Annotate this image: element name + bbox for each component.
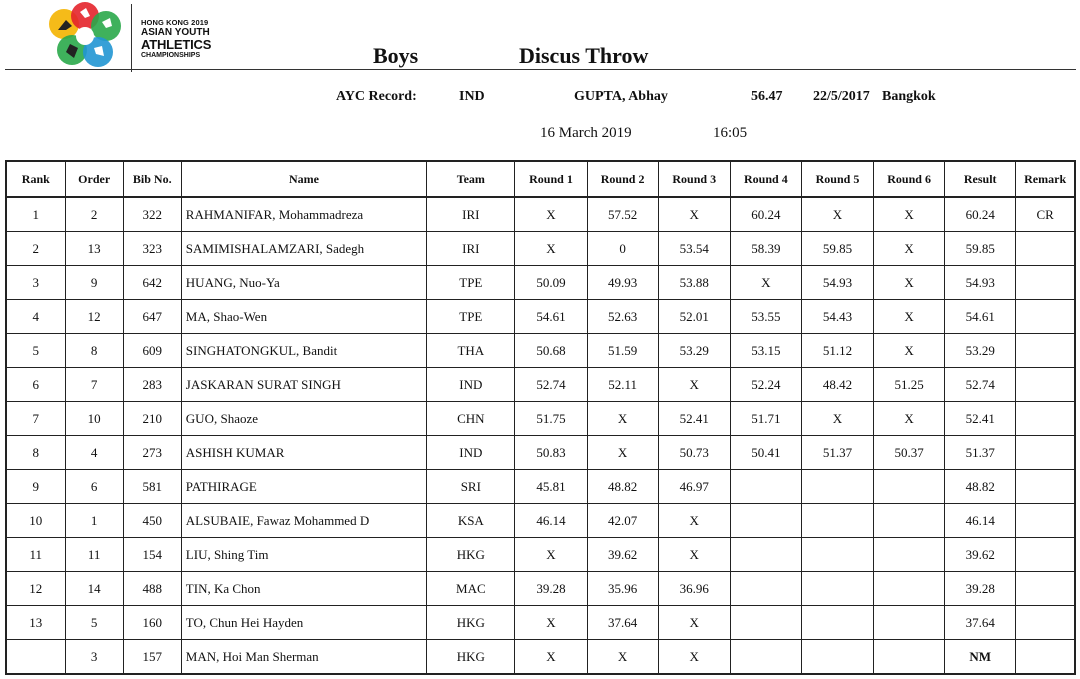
- cell-team: IND: [427, 436, 515, 470]
- cell-round-5: 59.85: [801, 232, 873, 266]
- cell-round-1: 54.61: [515, 300, 587, 334]
- cell-team: TPE: [427, 266, 515, 300]
- cell-name: TO, Chun Hei Hayden: [181, 606, 426, 640]
- cell-round-3: 52.01: [658, 300, 730, 334]
- cell-round-4: 58.39: [730, 232, 801, 266]
- table-row: [6, 436, 1075, 470]
- cell-bib: 322: [123, 197, 181, 232]
- table-row: [6, 606, 1075, 640]
- column-header-remark: Remark: [1016, 161, 1075, 197]
- column-header-team: Team: [427, 161, 515, 197]
- record-date: 22/5/2017: [813, 89, 870, 104]
- cell-order: 10: [65, 402, 123, 436]
- cell-round-4: [730, 606, 801, 640]
- cell-order: 6: [65, 470, 123, 504]
- cell-result: 37.64: [945, 606, 1016, 640]
- column-header-round-6: Round 6: [874, 161, 945, 197]
- cell-round-6: 51.25: [874, 368, 945, 402]
- cell-team: TPE: [427, 300, 515, 334]
- cell-round-2: 39.62: [587, 538, 658, 572]
- cell-round-4: [730, 538, 801, 572]
- cell-remark: [1016, 538, 1075, 572]
- cell-team: MAC: [427, 572, 515, 606]
- column-header-round-1: Round 1: [515, 161, 587, 197]
- cell-round-5: X: [801, 197, 873, 232]
- cell-round-2: 42.07: [587, 504, 658, 538]
- column-header-round-2: Round 2: [587, 161, 658, 197]
- cell-order: 1: [65, 504, 123, 538]
- table-row: [6, 504, 1075, 538]
- cell-round-5: [801, 606, 873, 640]
- cell-round-2: 51.59: [587, 334, 658, 368]
- cell-round-3: 52.41: [658, 402, 730, 436]
- cell-name: LIU, Shing Tim: [181, 538, 426, 572]
- cell-name: SINGHATONGKUL, Bandit: [181, 334, 426, 368]
- cell-round-3: X: [658, 640, 730, 675]
- cell-round-1: X: [515, 640, 587, 675]
- cell-rank: 10: [6, 504, 65, 538]
- cell-rank: 3: [6, 266, 65, 300]
- cell-bib: 154: [123, 538, 181, 572]
- cell-round-4: X: [730, 266, 801, 300]
- cell-round-6: X: [874, 266, 945, 300]
- cell-round-4: [730, 572, 801, 606]
- cell-name: ASHISH KUMAR: [181, 436, 426, 470]
- column-header-round-4: Round 4: [730, 161, 801, 197]
- championship-line-4: CHAMPIONSHIPS: [141, 51, 201, 59]
- cell-order: 8: [65, 334, 123, 368]
- session-date: 16 March 2019: [540, 125, 632, 141]
- cell-name: RAHMANIFAR, Mohammadreza: [181, 197, 426, 232]
- cell-rank: 8: [6, 436, 65, 470]
- cell-result: 39.28: [945, 572, 1016, 606]
- cell-round-6: X: [874, 300, 945, 334]
- record-place: Bangkok: [882, 89, 936, 104]
- cell-result: NM: [945, 640, 1016, 675]
- cell-round-6: [874, 640, 945, 675]
- cell-round-1: 51.75: [515, 402, 587, 436]
- cell-result: 54.93: [945, 266, 1016, 300]
- cell-round-4: 60.24: [730, 197, 801, 232]
- cell-result: 53.29: [945, 334, 1016, 368]
- cell-round-1: X: [515, 197, 587, 232]
- table-row: [6, 640, 1075, 675]
- cell-round-1: 45.81: [515, 470, 587, 504]
- table-row: [6, 197, 1075, 232]
- championship-line-2: ASIAN YOUTH: [141, 26, 210, 38]
- cell-bib: 323: [123, 232, 181, 266]
- cell-remark: [1016, 266, 1075, 300]
- cell-order: 3: [65, 640, 123, 675]
- record-mark: 56.47: [751, 89, 783, 104]
- column-header-bib: Bib No.: [123, 161, 181, 197]
- cell-team: HKG: [427, 606, 515, 640]
- cell-remark: [1016, 334, 1075, 368]
- cell-bib: 642: [123, 266, 181, 300]
- cell-round-1: 52.74: [515, 368, 587, 402]
- event-title: Discus Throw: [519, 43, 649, 68]
- cell-round-3: X: [658, 197, 730, 232]
- cell-round-2: 0: [587, 232, 658, 266]
- cell-round-2: 37.64: [587, 606, 658, 640]
- cell-remark: [1016, 232, 1075, 266]
- cell-round-6: [874, 572, 945, 606]
- cell-bib: 488: [123, 572, 181, 606]
- cell-round-3: 53.88: [658, 266, 730, 300]
- cell-team: IRI: [427, 232, 515, 266]
- cell-round-6: X: [874, 402, 945, 436]
- cell-order: 7: [65, 368, 123, 402]
- cell-round-5: 54.93: [801, 266, 873, 300]
- cell-round-2: 49.93: [587, 266, 658, 300]
- table-row: [6, 300, 1075, 334]
- header-divider: [5, 69, 1076, 70]
- cell-bib: 273: [123, 436, 181, 470]
- record-label: AYC Record:: [336, 89, 417, 104]
- cell-team: KSA: [427, 504, 515, 538]
- cell-order: 4: [65, 436, 123, 470]
- cell-rank: 7: [6, 402, 65, 436]
- table-row: [6, 470, 1075, 504]
- championship-name: [141, 19, 211, 59]
- cell-order: 11: [65, 538, 123, 572]
- cell-round-3: 50.73: [658, 436, 730, 470]
- cell-rank: 6: [6, 368, 65, 402]
- cell-round-2: 48.82: [587, 470, 658, 504]
- table-row: [6, 402, 1075, 436]
- cell-rank: 13: [6, 606, 65, 640]
- cell-order: 12: [65, 300, 123, 334]
- cell-remark: [1016, 402, 1075, 436]
- cell-round-6: X: [874, 197, 945, 232]
- cell-name: TIN, Ka Chon: [181, 572, 426, 606]
- cell-round-3: 36.96: [658, 572, 730, 606]
- cell-round-4: [730, 504, 801, 538]
- championship-line-1: HONG KONG 2019: [141, 18, 209, 27]
- cell-order: 2: [65, 197, 123, 232]
- cell-remark: [1016, 504, 1075, 538]
- cell-round-2: 52.11: [587, 368, 658, 402]
- cell-round-5: 48.42: [801, 368, 873, 402]
- cell-remark: [1016, 470, 1075, 504]
- cell-result: 52.74: [945, 368, 1016, 402]
- cell-round-6: 50.37: [874, 436, 945, 470]
- cell-team: CHN: [427, 402, 515, 436]
- cell-remark: [1016, 640, 1075, 675]
- cell-rank: 4: [6, 300, 65, 334]
- cell-name: GUO, Shaoze: [181, 402, 426, 436]
- cell-round-1: X: [515, 232, 587, 266]
- cell-rank: 1: [6, 197, 65, 232]
- cell-round-2: 35.96: [587, 572, 658, 606]
- cell-rank: 2: [6, 232, 65, 266]
- cell-round-1: 46.14: [515, 504, 587, 538]
- cell-name: JASKARAN SURAT SINGH: [181, 368, 426, 402]
- cell-round-5: 51.37: [801, 436, 873, 470]
- cell-result: 48.82: [945, 470, 1016, 504]
- results-table: [5, 160, 1076, 675]
- cell-rank: [6, 640, 65, 675]
- cell-name: ALSUBAIE, Fawaz Mohammed D: [181, 504, 426, 538]
- cell-round-3: X: [658, 504, 730, 538]
- cell-remark: CR: [1016, 197, 1075, 232]
- table-row: [6, 232, 1075, 266]
- table-row: [6, 538, 1075, 572]
- cell-name: SAMIMISHALAMZARI, Sadegh: [181, 232, 426, 266]
- cell-remark: [1016, 436, 1075, 470]
- cell-round-4: 52.24: [730, 368, 801, 402]
- cell-result: 46.14: [945, 504, 1016, 538]
- cell-round-5: 51.12: [801, 334, 873, 368]
- cell-rank: 11: [6, 538, 65, 572]
- cell-round-4: 50.41: [730, 436, 801, 470]
- cell-result: 59.85: [945, 232, 1016, 266]
- cell-result: 60.24: [945, 197, 1016, 232]
- header-row: [6, 161, 1075, 197]
- cell-result: 39.62: [945, 538, 1016, 572]
- cell-rank: 5: [6, 334, 65, 368]
- cell-order: 5: [65, 606, 123, 640]
- cell-round-3: X: [658, 606, 730, 640]
- cell-bib: 160: [123, 606, 181, 640]
- cell-team: HKG: [427, 640, 515, 675]
- cell-round-2: 52.63: [587, 300, 658, 334]
- cell-round-3: 46.97: [658, 470, 730, 504]
- column-header-order: Order: [65, 161, 123, 197]
- cell-result: 52.41: [945, 402, 1016, 436]
- cell-round-1: 50.83: [515, 436, 587, 470]
- cell-round-2: 57.52: [587, 197, 658, 232]
- cell-round-5: [801, 538, 873, 572]
- cell-round-1: X: [515, 606, 587, 640]
- cell-round-6: [874, 606, 945, 640]
- cell-bib: 283: [123, 368, 181, 402]
- cell-order: 14: [65, 572, 123, 606]
- cell-round-5: [801, 504, 873, 538]
- cell-name: PATHIRAGE: [181, 470, 426, 504]
- cell-round-5: X: [801, 402, 873, 436]
- record-country: IND: [459, 89, 485, 104]
- cell-order: 13: [65, 232, 123, 266]
- gender-title: Boys: [373, 43, 419, 68]
- column-header-result: Result: [945, 161, 1016, 197]
- record-holder: GUPTA, Abhay: [574, 89, 668, 104]
- cell-round-4: 53.55: [730, 300, 801, 334]
- cell-round-4: 51.71: [730, 402, 801, 436]
- table-row: [6, 334, 1075, 368]
- cell-round-1: 39.28: [515, 572, 587, 606]
- column-header-round-3: Round 3: [658, 161, 730, 197]
- championship-line-3: ATHLETICS: [141, 36, 212, 52]
- cell-team: IRI: [427, 197, 515, 232]
- cell-remark: [1016, 368, 1075, 402]
- cell-round-6: X: [874, 334, 945, 368]
- cell-round-1: 50.68: [515, 334, 587, 368]
- cell-round-5: 54.43: [801, 300, 873, 334]
- cell-bib: 210: [123, 402, 181, 436]
- cell-bib: 581: [123, 470, 181, 504]
- cell-team: IND: [427, 368, 515, 402]
- cell-remark: [1016, 572, 1075, 606]
- cell-round-3: X: [658, 538, 730, 572]
- cell-round-6: [874, 538, 945, 572]
- column-header-round-5: Round 5: [801, 161, 873, 197]
- cell-round-4: [730, 470, 801, 504]
- cell-round-5: [801, 470, 873, 504]
- cell-bib: 450: [123, 504, 181, 538]
- cell-round-2: X: [587, 436, 658, 470]
- cell-round-1: X: [515, 538, 587, 572]
- cell-name: HUANG, Nuo-Ya: [181, 266, 426, 300]
- cell-remark: [1016, 300, 1075, 334]
- session-time: 16:05: [713, 125, 748, 141]
- cell-round-2: X: [587, 402, 658, 436]
- cell-round-1: 50.09: [515, 266, 587, 300]
- cell-rank: 12: [6, 572, 65, 606]
- cell-round-6: [874, 504, 945, 538]
- cell-round-3: 53.54: [658, 232, 730, 266]
- cell-rank: 9: [6, 470, 65, 504]
- cell-result: 54.61: [945, 300, 1016, 334]
- cell-round-4: 53.15: [730, 334, 801, 368]
- column-header-name: Name: [181, 161, 426, 197]
- cell-name: MA, Shao-Wen: [181, 300, 426, 334]
- cell-bib: 157: [123, 640, 181, 675]
- cell-remark: [1016, 606, 1075, 640]
- cell-round-4: [730, 640, 801, 675]
- championship-logo-icon: [44, 2, 126, 72]
- header-vertical-divider: [131, 4, 132, 72]
- cell-round-5: [801, 572, 873, 606]
- cell-bib: 647: [123, 300, 181, 334]
- cell-round-6: X: [874, 232, 945, 266]
- cell-round-3: X: [658, 368, 730, 402]
- cell-result: 51.37: [945, 436, 1016, 470]
- table-row: [6, 572, 1075, 606]
- cell-team: THA: [427, 334, 515, 368]
- cell-team: HKG: [427, 538, 515, 572]
- cell-round-2: X: [587, 640, 658, 675]
- cell-round-5: [801, 640, 873, 675]
- cell-round-3: 53.29: [658, 334, 730, 368]
- table-row: [6, 266, 1075, 300]
- cell-order: 9: [65, 266, 123, 300]
- cell-bib: 609: [123, 334, 181, 368]
- results-body: [6, 197, 1075, 674]
- column-header-rank: Rank: [6, 161, 65, 197]
- table-row: [6, 368, 1075, 402]
- cell-team: SRI: [427, 470, 515, 504]
- cell-round-6: [874, 470, 945, 504]
- cell-name: MAN, Hoi Man Sherman: [181, 640, 426, 675]
